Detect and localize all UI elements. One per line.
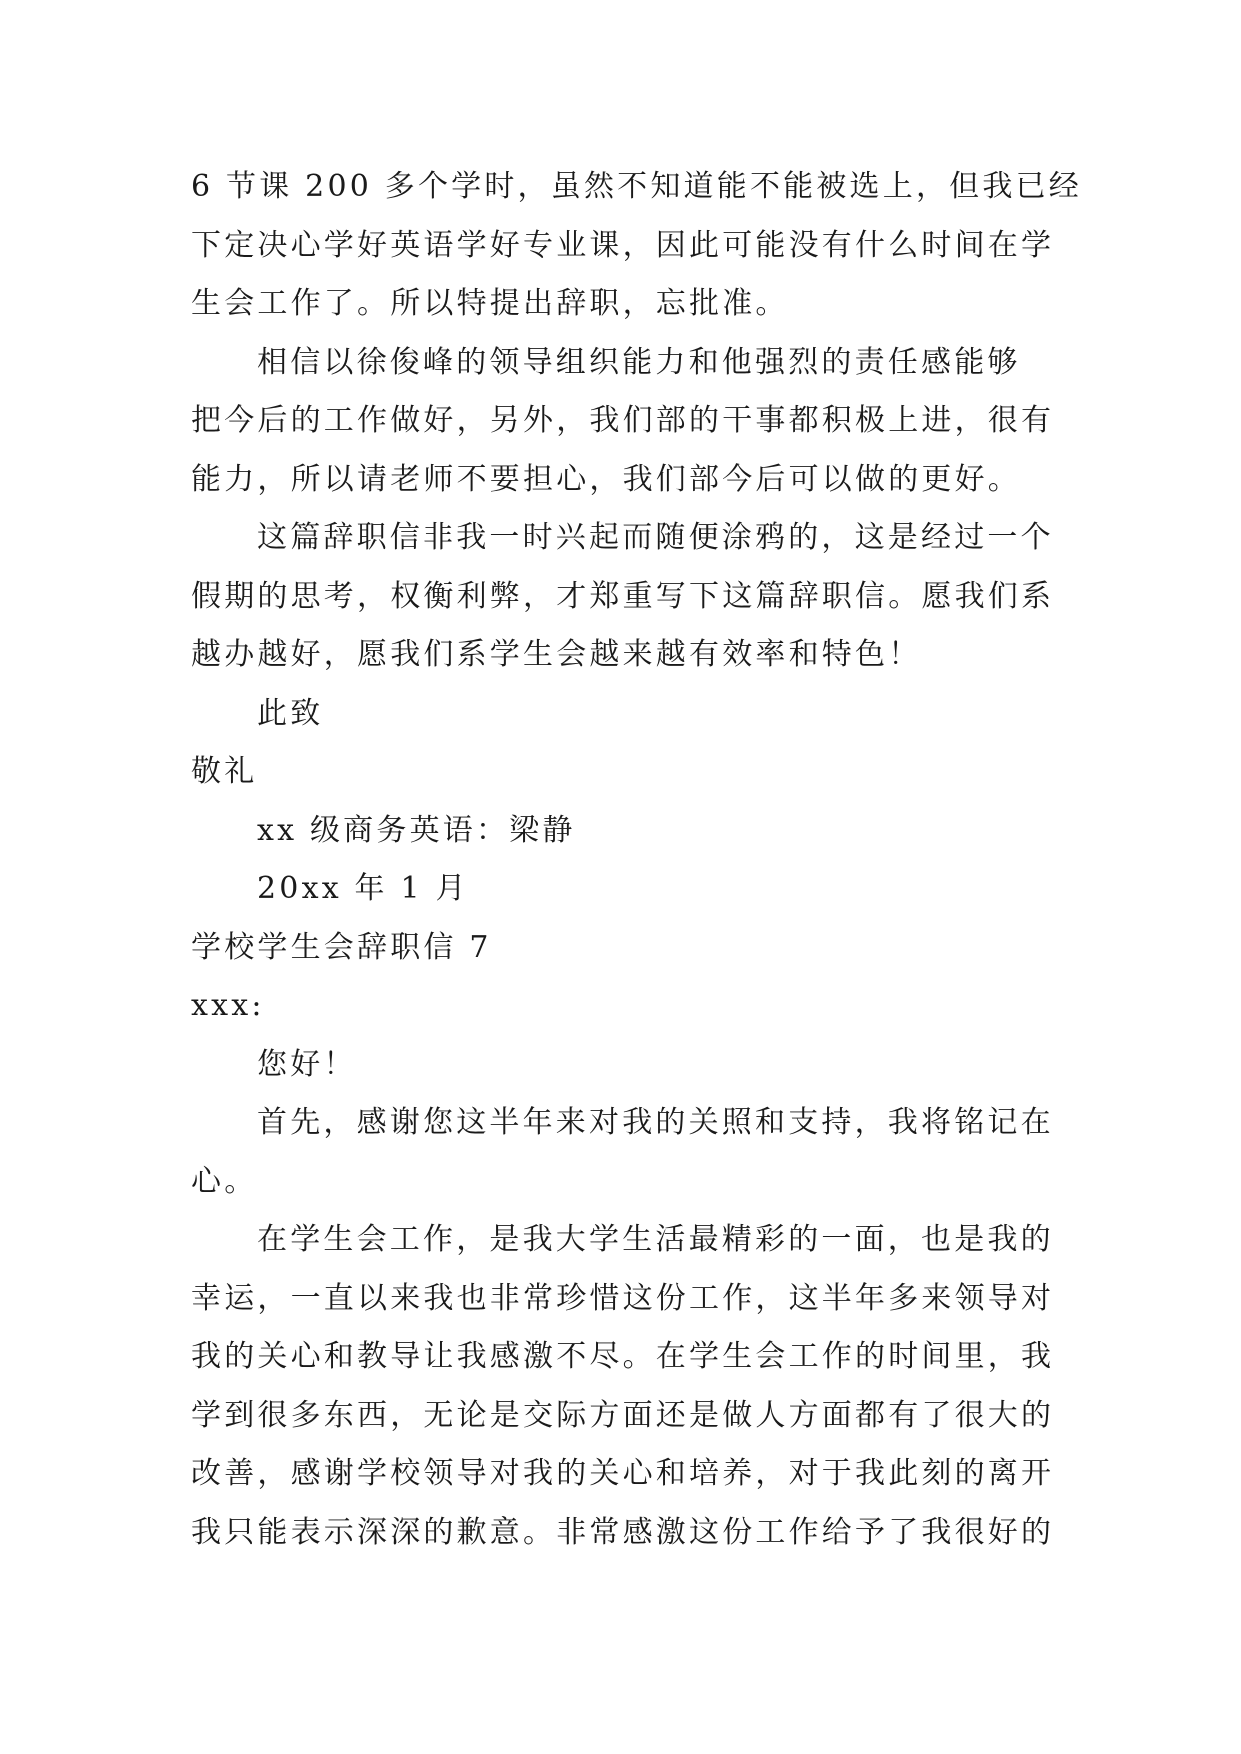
closing-regards: 敬礼 — [191, 754, 258, 789]
text-line: 这篇辞职信非我一时兴起而随便涂鸦的，这是经过一个 — [257, 520, 1054, 555]
text-line: 我的关心和教导让我感激不尽。在学生会工作的时间里，我 — [191, 1339, 1055, 1374]
text-line: 首先，感谢您这半年来对我的关照和支持，我将铭记在 — [257, 1105, 1054, 1140]
text-line: 下定决心学好英语学好专业课，因此可能没有什么时间在学 — [191, 227, 1055, 263]
text-line: 幸运，一直以来我也非常珍惜这份工作，这半年多来领导对 — [191, 1280, 1055, 1316]
text-line: 学到很多东西，无论是交际方面还是做人方面都有了很大的 — [191, 1397, 1055, 1433]
text-line: 假期的思考，权衡利弊，才郑重写下这篇辞职信。愿我们系 — [191, 578, 1055, 614]
text-line: 把今后的工作做好，另外，我们部的干事都积极上进，很有 — [191, 403, 1055, 438]
section-heading: 学校学生会辞职信 7 — [191, 929, 492, 965]
text-line: 相信以徐俊峰的领导组织能力和他强烈的责任感能够 — [257, 344, 1021, 380]
text-line: 在学生会工作，是我大学生活最精彩的一面，也是我的 — [257, 1222, 1054, 1257]
greeting: 您好！ — [257, 1046, 357, 1082]
letter-date: 20xx 年 1 月 — [257, 871, 469, 906]
text-line: 我只能表示深深的歉意。非常感激这份工作给予了我很好的 — [191, 1514, 1055, 1550]
text-line: 越办越好，愿我们系学生会越来越有效率和特色！ — [191, 637, 922, 672]
recipient: xxx: — [191, 988, 265, 1023]
text-line: 能力，所以请老师不要担心，我们部今后可以做的更好。 — [191, 461, 1021, 497]
closing-salutation: 此致 — [257, 695, 324, 731]
signature: xx 级商务英语：梁静 — [257, 812, 576, 848]
text-line: 改善，感谢学校领导对我的关心和培养，对于我此刻的离开 — [191, 1456, 1055, 1491]
text-line: 6 节课 200 多个学时，虽然不知道能不能被选上，但我已经 — [191, 169, 1082, 204]
document-page — [191, 158, 1082, 1562]
text-line: 生会工作了。所以特提出辞职，忘批准。 — [191, 286, 789, 321]
text-line: 心。 — [191, 1163, 258, 1199]
